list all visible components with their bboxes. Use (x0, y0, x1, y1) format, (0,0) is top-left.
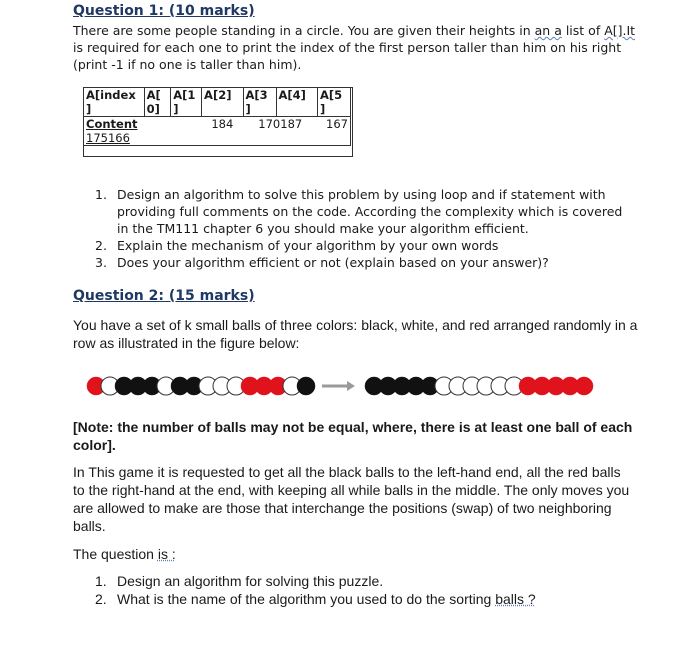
question-2-intro: You have a set of k small balls of three colors: black, white, and red arranged randomly in a row as illustrated in the figure below: (73, 317, 638, 351)
list-item: 1. Design an algorithm for solving this puzzle. (95, 573, 384, 589)
header-cell: A[5 ] (317, 88, 350, 117)
question-2-note: [Note: the number of balls may not be equal, where, there is at least one ball of each color]. (73, 419, 633, 453)
balls-figure (85, 372, 600, 400)
balls-after (365, 377, 593, 395)
balls-before (87, 377, 315, 395)
question-2-title: Question 2: (15 marks) (73, 288, 255, 304)
content-label-cell: Content 175166 (84, 117, 171, 146)
content-cell: 167 (317, 117, 350, 146)
header-cell: A[2] (202, 88, 243, 117)
arrow-icon (322, 381, 355, 391)
question-1-intro: There are some people standing in a circle. You are given their heights in an a list of A[].It is required for each one to print the index of the first person taller than him on his right (print -1 if no one is taller than him). (73, 23, 636, 72)
header-cell: A[3 ] (243, 88, 276, 117)
list-item: 2. What is the name of the algorithm you used to do the sorting balls ? (95, 591, 536, 607)
header-cell: A[index ] (84, 88, 145, 117)
header-cell: A[ 0] (144, 88, 171, 117)
array-table-frame (83, 87, 353, 157)
question-2-question-label: The question is : (73, 546, 176, 562)
content-cell: 184 (202, 117, 243, 146)
list-item: 1. Design an algorithm to solve this problem by using loop and if statement with providing full comments on the code. According the complexity which is covered in the TM111 chapter 6 you should make your algorithm efficient. (95, 187, 623, 236)
array-header-row (84, 88, 351, 117)
header-cell: A[1 ] (171, 88, 202, 117)
question-2-task-list (95, 572, 635, 608)
list-item: 3. Does your algorithm efficient or not (explain based on your answer)? (95, 255, 549, 270)
array-table (83, 87, 351, 146)
question-2-game-description: In This game it is requested to get all the black balls to the left-hand end, all the red balls to the right-hand at the end, with keeping all while balls in the middle. The only moves you are allowed to make are those that interchange the positions (swap) of two neighboring balls. (73, 464, 630, 534)
list-item: 2. Explain the mechanism of your algorithm by your own words (95, 238, 499, 253)
content-cell (171, 117, 202, 146)
question-1-task-list (95, 186, 630, 271)
question-1-title: Question 1: (10 marks) (73, 3, 255, 19)
ball-black (297, 377, 315, 395)
header-cell: A[4] (276, 88, 317, 117)
content-cell: 170187 (243, 117, 317, 146)
array-content-row (84, 117, 351, 146)
ball-red (575, 377, 593, 395)
